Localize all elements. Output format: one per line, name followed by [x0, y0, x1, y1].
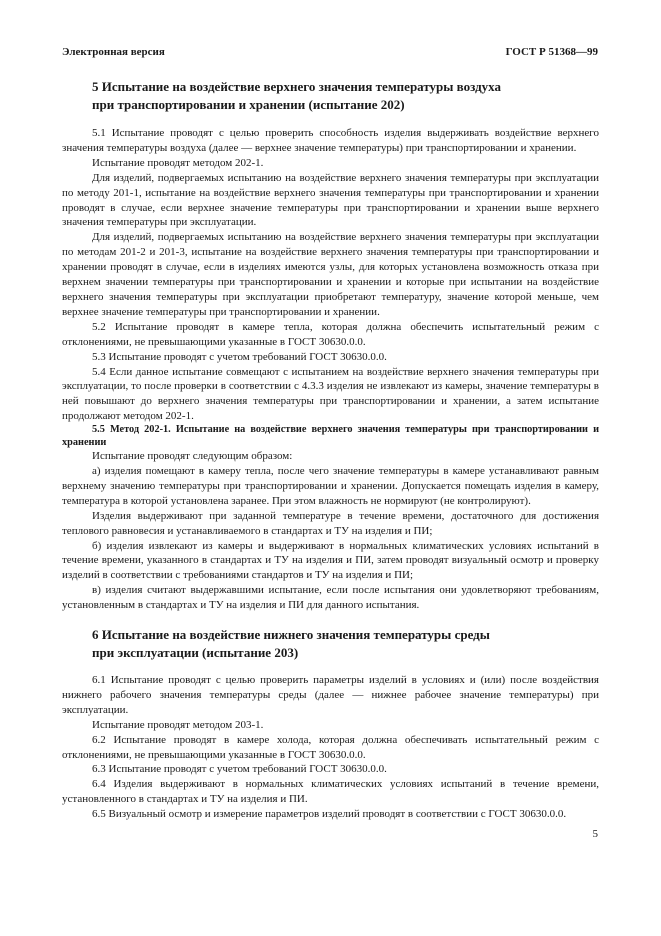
header-standard-number: ГОСТ Р 51368—99 [505, 46, 598, 58]
paragraph-5-3: 5.3 Испытание проводят с учетом требований ГОСТ 30630.0.0. [92, 350, 387, 363]
section-5-heading-line2: при транспортировании и хранении (испытание 202) [92, 97, 405, 112]
section-6-heading-line2: при эксплуатации (испытание 203) [92, 645, 299, 660]
paragraph-6-4: 6.4 Изделия выдерживают в нормальных климатических условиях испытаний в течение времени, установленного в стандартах и ТУ на изделия и ПИ. [62, 778, 599, 806]
section-6-heading [92, 626, 572, 662]
paragraph-6-2: 6.2 Испытание проводят в камере холода, которая должна обеспечивать испытательный режим с отклонениями, не превышающими указанные в ГОСТ 30630.0.0. [62, 733, 599, 761]
paragraph-6-5: 6.5 Визуальный осмотр и измерение параметров изделий проводят в соответствии с ГОСТ 30630.0.0. [92, 808, 567, 821]
paragraph-method-203-1: Испытание проводят методом 203-1. [92, 718, 264, 731]
paragraph-step-v: в) изделия считают выдержавшими испытание, если после испытания они удовлетворяют требованиям, установленным в стандартах и ТУ на изделия и ПИ для данного испытания. [62, 584, 599, 612]
method-label: 5.5 Метод 202-1. [92, 424, 171, 436]
section-5-heading [92, 78, 572, 114]
paragraph-5-4: 5.4 Если данное испытание совмещают с испытанием на воздействие верхнего значения температуры при эксплуатации, то после проверки в соответствии с 4.3.3 изделия не извлекают из камеры, значение температуры в ней повышают до верхнего значения температуры при транспортировании и хранении, а затем испытание продолжают методом 202-1. [62, 365, 599, 423]
header-edition-label: Электронная версия [62, 46, 165, 58]
paragraph-step-b: б) изделия извлекают из камеры и выдерживают в нормальных климатических условиях испытаний в течение времени, указанного в стандартах и ТУ на изделия и ПИ, затем проводят визуальный осмотр и проверку изделий в соответствии с требованиями стандартов и ТУ на изделия и ПИ; [62, 539, 599, 582]
paragraph-method-201-1-note: Для изделий, подвергаемых испытанию на воздействие верхнего значения температуры при эксплуатации по методу 201-1, испытание на воздействие верхнего значения температуры при транспортировании и хранении проводят в случае, если верхнее значение температуры при транспортировании и хранении выше верхнего значения температуры при эксплуатации. [62, 171, 599, 229]
section-5-body [62, 126, 599, 613]
method-title: Испытание на воздействие верхнего значения температуры при транспортировании и хранении [62, 424, 599, 448]
page-number: 5 [592, 828, 598, 840]
paragraph-6-1: 6.1 Испытание проводят с целью проверить параметры изделий в условиях и (или) после воздействия нижнего рабочего значения температуры среды (далее — нижнее рабочее значение температуры) при эксплуатации. [62, 674, 599, 716]
paragraph-method-202-1: Испытание проводят методом 202-1. [92, 156, 264, 169]
section-5-heading-line1: 5 Испытание на воздействие верхнего значения температуры воздуха [92, 79, 502, 94]
paragraph-6-3: 6.3 Испытание проводят с учетом требований ГОСТ 30630.0.0. [92, 763, 387, 776]
paragraph-step-a: а) изделия помещают в камеру тепла, после чего значение температуры в камере устанавливают равным верхнему значению температуры при транспортировании и хранении. Допускается помещать изделия в камеру, температура в которой установлена заранее. При этом влажность не нормируют (не контролируют). [62, 465, 599, 507]
paragraph-5-5 [62, 424, 599, 449]
paragraph-5-1: 5.1 Испытание проводят с целью проверить способность изделия выдерживать воздействие верхнего значения температуры воздуха (далее — верхнее значение температуры) при транспортировании и хранении. [62, 127, 599, 154]
section-6-body [62, 673, 599, 822]
paragraph-method-201-2-note: Для изделий, подвергаемых испытанию на воздействие верхнего значения температуры при эксплуатации по методам 201-2 и 201-3, испытание на воздействие верхнего значения температуры при транспортировании и хранении проводят в случае, если в изделиях имеются узлы, для которых установлена возможность отказа при верхнем значении температуры при транспортировании и хранении и которые при испытании на воздействие верхнего значения температуры при эксплуатации приобретают температуру, значение которой меньше, чем верхнее значение температуры при транспортировании и хранении. [62, 231, 599, 318]
paragraph-5-2: 5.2 Испытание проводят в камере тепла, которая должна обеспечить испытательный режим с отклонениями, не превышающими указанные в ГОСТ 30630.0.0. [62, 320, 599, 348]
paragraph-step-a-hold: Изделия выдерживают при заданной температуре в течение времени, достаточного для достижения теплового равновесия и устанавливаемого в стандартах и ТУ на изделия и ПИ; [62, 509, 599, 537]
paragraph-procedure-intro: Испытание проводят следующим образом: [92, 450, 293, 463]
section-6-heading-line1: 6 Испытание на воздействие нижнего значения температуры среды [92, 627, 490, 642]
